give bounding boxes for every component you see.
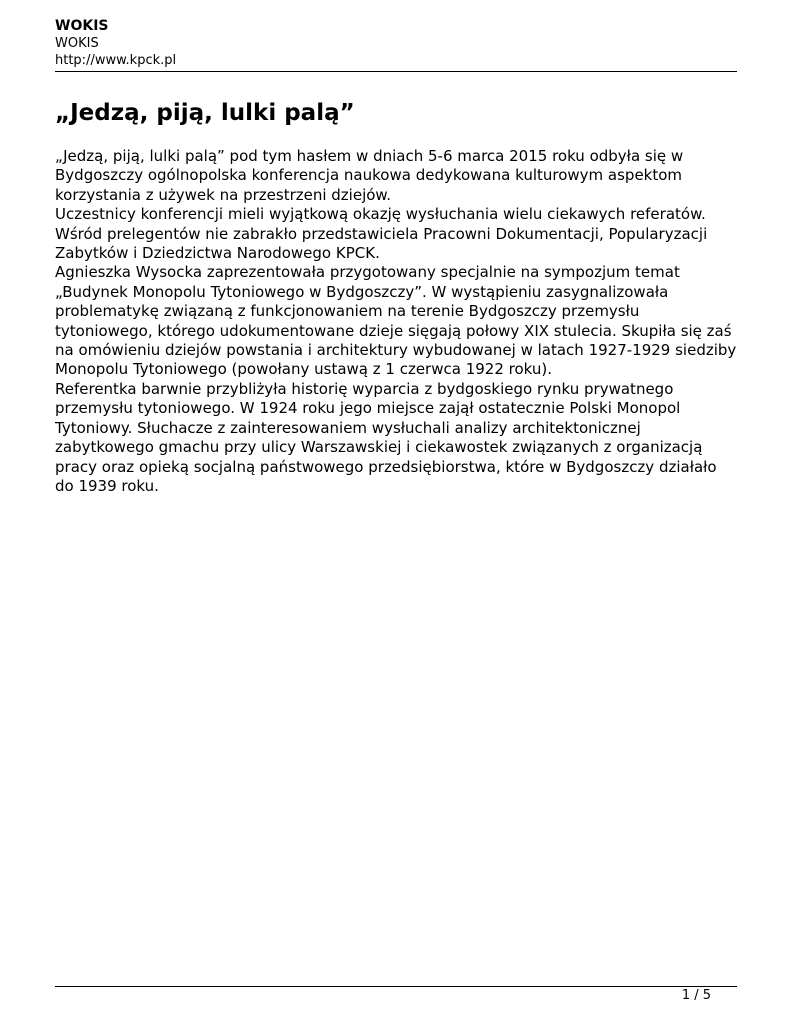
article-paragraph: Agnieszka Wysocka zaprezentowała przygotowany specjalnie na sympozjum temat „Budynek Monopolu Tytoniowego w Bydgoszczy”. W wystąpieniu zasygnalizowała problematykę związaną z funkcjonowaniem na terenie Bydgoszczy przemysłu tytoniowego, którego udokumentowane dzieje sięgają połowy XIX stulecia. Skupiła się zaś na omówieniu dziejów powstania i architektury wybudowanej w latach 1927-1929 siedziby Monopolu Tytoniowego (powołany ustawą z 1 czerwca 1922 roku).: [55, 263, 737, 379]
document-header: [55, 17, 737, 69]
site-name: WOKIS: [55, 18, 109, 34]
article-body: [55, 147, 737, 496]
article-paragraph: „Jedzą, piją, lulki palą” pod tym hasłem w dniach 5-6 marca 2015 roku odbyła się w Bydgoszczy ogólnopolska konferencja naukowa dedykowana kulturowym aspektom korzystania z używek na przestrzeni dziejów.: [55, 147, 684, 204]
article-paragraph: Uczestnicy konferencji mieli wyjątkową okazję wysłuchania wielu ciekawych referatów. Wśród prelegentów nie zabrakło przedstawiciela Pracowni Dokumentacji, Popularyzacji Zabytków i Dziedzictwa Narodowego KPCK.: [55, 205, 708, 263]
article-paragraph: Referentka barwnie przybliżyła historię wyparcia z bydgoskiego rynku prywatnego przemysłu tytoniowego. W 1924 roku jego miejsce zajął ostatecznie Polski Monopol Tytoniowy. Słuchacze z zainteresowaniem wysłuchali analizy architektonicznej zabytkowego gmachu przy ulicy Warszawskiej i ciekawostek związanych z organizacją pracy oraz opieką socjalną państwowego przedsiębiorstwa, które w Bydgoszczy działało do 1939 roku.: [55, 379, 717, 495]
article-title: „Jedzą, piją, lulki palą”: [55, 100, 355, 126]
site-url: http://www.kpck.pl: [55, 53, 177, 68]
footer-divider: [55, 986, 737, 987]
page-number: 1 / 5: [681, 988, 711, 1003]
header-divider: [55, 71, 737, 72]
site-subtitle: WOKIS: [55, 36, 99, 51]
